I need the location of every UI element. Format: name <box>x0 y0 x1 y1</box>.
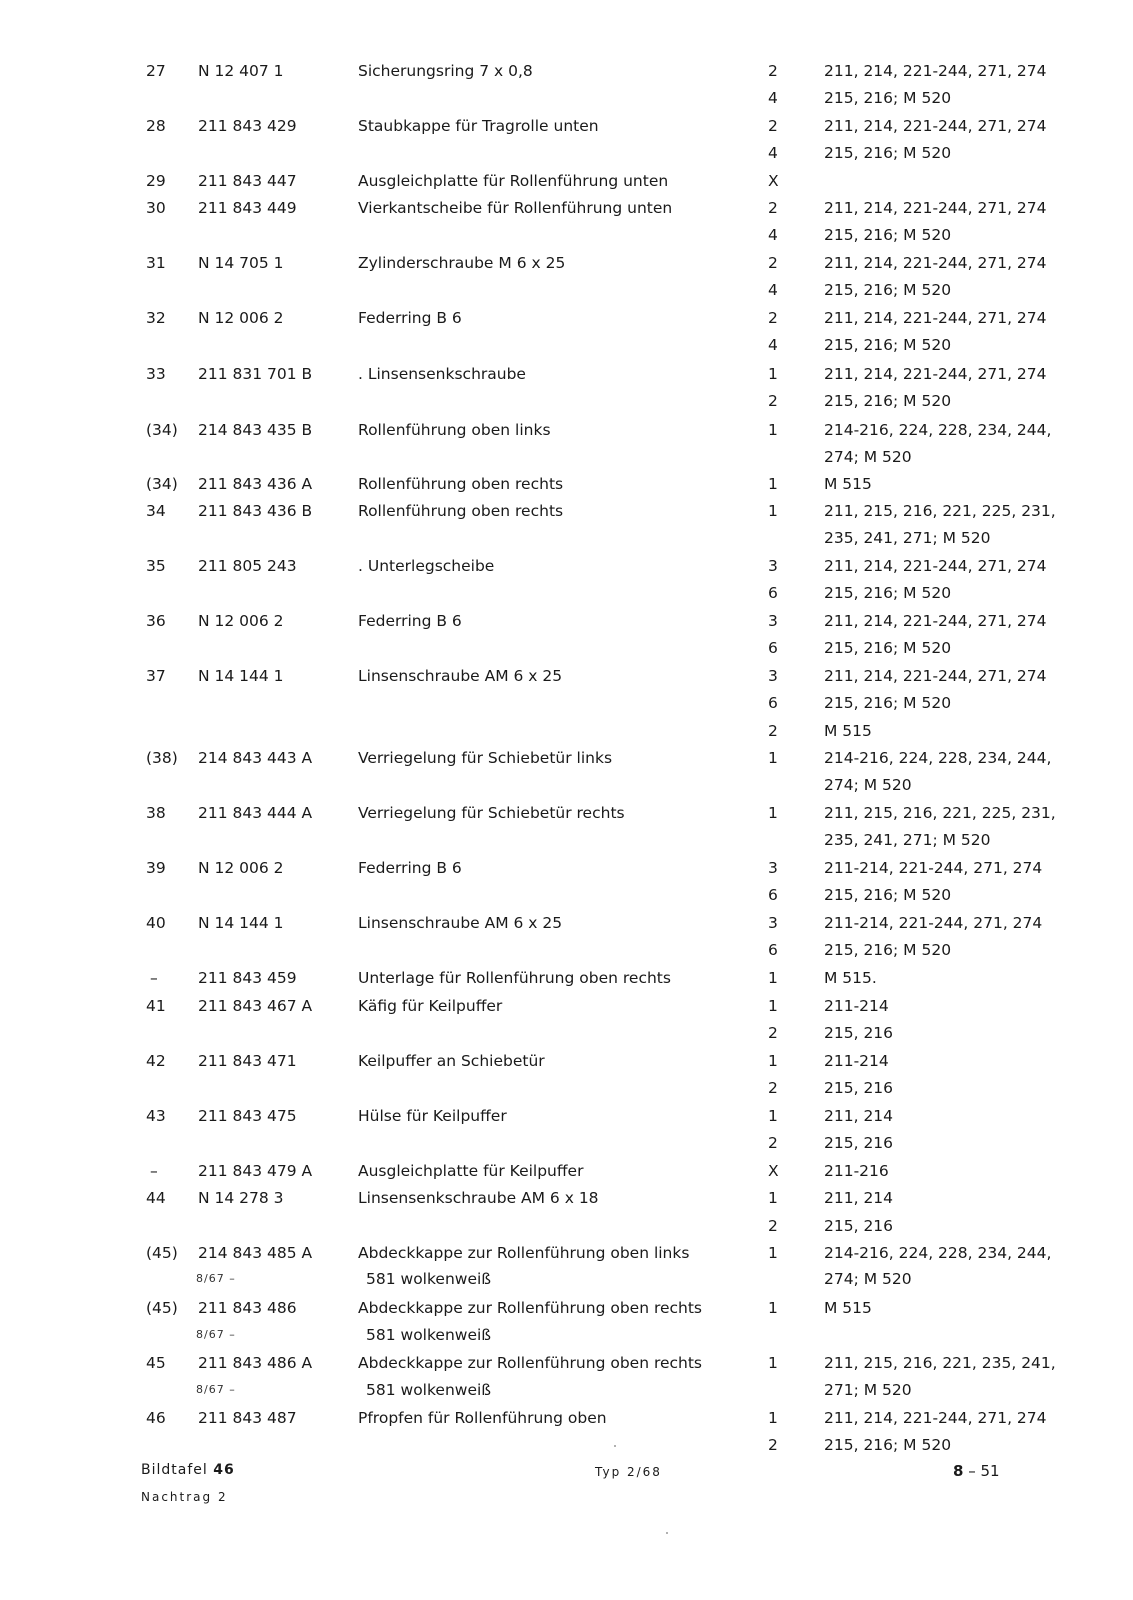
quantity: 1 <box>768 804 778 822</box>
model-applicability: 215, 216; M 520 <box>824 584 952 602</box>
table-row <box>0 1432 1133 1458</box>
table-row <box>0 1377 1133 1403</box>
position-number: 32 <box>146 309 166 327</box>
position-number: 36 <box>146 612 166 630</box>
quantity: 2 <box>768 722 778 740</box>
part-number: N 12 407 1 <box>198 62 284 80</box>
quantity: 1 <box>768 997 778 1015</box>
quantity: 3 <box>768 914 778 932</box>
model-applicability: 211-214, 221-244, 271, 274 <box>824 859 1043 877</box>
table-row <box>0 1295 1133 1321</box>
part-number: 211 843 467 A <box>198 997 313 1015</box>
model-applicability: 215, 216 <box>824 1134 894 1152</box>
part-description: Keilpuffer an Schiebetür <box>358 1052 545 1070</box>
part-number: N 12 006 2 <box>198 859 284 877</box>
position-number: (38) <box>146 749 178 767</box>
model-applicability: 211, 214, 221-244, 271, 274 <box>824 365 1047 383</box>
position-number: (34) <box>146 475 178 493</box>
model-applicability: 215, 216 <box>824 1079 894 1097</box>
table-row <box>0 1185 1133 1211</box>
part-number: 8/67 – <box>196 1383 236 1396</box>
part-number: 211 843 487 <box>198 1409 297 1427</box>
table-row <box>0 1405 1133 1431</box>
table-row <box>0 993 1133 1019</box>
quantity: 1 <box>768 749 778 767</box>
table-row <box>0 937 1133 963</box>
model-applicability: 211, 215, 216, 221, 225, 231, <box>824 502 1056 520</box>
model-applicability: 215, 216; M 520 <box>824 336 952 354</box>
quantity: 2 <box>768 117 778 135</box>
quantity: 2 <box>768 1079 778 1097</box>
part-number: 214 843 443 A <box>198 749 313 767</box>
quantity: 4 <box>768 336 778 354</box>
model-applicability: 215, 216; M 520 <box>824 694 952 712</box>
part-description: Käfig für Keilpuffer <box>358 997 503 1015</box>
table-row <box>0 1048 1133 1074</box>
part-number: 211 843 429 <box>198 117 297 135</box>
position-number: 34 <box>146 502 166 520</box>
position-number: – <box>150 969 158 987</box>
model-applicability: 215, 216; M 520 <box>824 89 952 107</box>
model-applicability: 211, 214, 221-244, 271, 274 <box>824 199 1047 217</box>
position-number: 28 <box>146 117 166 135</box>
table-row <box>0 663 1133 689</box>
position-number: (45) <box>146 1244 178 1262</box>
table-row <box>0 222 1133 248</box>
position-number: 27 <box>146 62 166 80</box>
quantity: 1 <box>768 475 778 493</box>
scan-speck <box>614 1445 616 1447</box>
table-row <box>0 718 1133 744</box>
page-num: 51 <box>980 1462 1000 1480</box>
table-row <box>0 553 1133 579</box>
quantity: 1 <box>768 1052 778 1070</box>
position-number: 39 <box>146 859 166 877</box>
model-applicability: 211, 214, 221-244, 271, 274 <box>824 557 1047 575</box>
model-applicability: 215, 216; M 520 <box>824 281 952 299</box>
position-number: (45) <box>146 1299 178 1317</box>
model-applicability: 211-214, 221-244, 271, 274 <box>824 914 1043 932</box>
part-number: 211 843 471 <box>198 1052 297 1070</box>
table-row <box>0 827 1133 853</box>
table-row <box>0 965 1133 991</box>
table-row <box>0 1158 1133 1184</box>
table-row <box>0 168 1133 194</box>
model-applicability: 211, 214, 221-244, 271, 274 <box>824 1409 1047 1427</box>
model-applicability: 215, 216; M 520 <box>824 392 952 410</box>
part-description: Rollenführung oben rechts <box>358 475 564 493</box>
table-row <box>0 1075 1133 1101</box>
table-row <box>0 85 1133 111</box>
model-applicability: M 515 <box>824 475 872 493</box>
table-row <box>0 444 1133 470</box>
quantity: 6 <box>768 584 778 602</box>
model-applicability: 211, 214, 221-244, 271, 274 <box>824 117 1047 135</box>
part-number: N 12 006 2 <box>198 612 284 630</box>
quantity: 6 <box>768 694 778 712</box>
part-description: Verriegelung für Schiebetür rechts <box>358 804 625 822</box>
table-row <box>0 58 1133 84</box>
position-number: 41 <box>146 997 166 1015</box>
quantity: 1 <box>768 1409 778 1427</box>
position-number: 40 <box>146 914 166 932</box>
quantity: 6 <box>768 941 778 959</box>
model-applicability: 211, 214 <box>824 1107 894 1125</box>
model-applicability: 211, 215, 216, 221, 235, 241, <box>824 1354 1056 1372</box>
table-row <box>0 1130 1133 1156</box>
table-row <box>0 140 1133 166</box>
position-number: 42 <box>146 1052 166 1070</box>
part-number: 211 843 479 A <box>198 1162 313 1180</box>
part-description: Ausgleichplatte für Rollenführung unten <box>358 172 669 190</box>
table-row <box>0 882 1133 908</box>
part-description: Ausgleichplatte für Keilpuffer <box>358 1162 584 1180</box>
table-row <box>0 800 1133 826</box>
position-number: 29 <box>146 172 166 190</box>
table-row <box>0 580 1133 606</box>
model-applicability: 211, 214, 221-244, 271, 274 <box>824 62 1047 80</box>
quantity: 1 <box>768 365 778 383</box>
part-number: 211 805 243 <box>198 557 297 575</box>
quantity: 1 <box>768 502 778 520</box>
quantity: 2 <box>768 62 778 80</box>
bildtafel-number: 46 <box>213 1462 235 1478</box>
quantity: 2 <box>768 1436 778 1454</box>
table-row <box>0 1350 1133 1376</box>
model-applicability: 271; M 520 <box>824 1381 912 1399</box>
quantity: 2 <box>768 199 778 217</box>
part-number: 211 843 475 <box>198 1107 297 1125</box>
table-row <box>0 471 1133 497</box>
quantity: 4 <box>768 281 778 299</box>
model-applicability: M 515 <box>824 722 872 740</box>
table-row <box>0 690 1133 716</box>
part-number: 211 843 486 <box>198 1299 297 1317</box>
part-description: Sicherungsring 7 x 0,8 <box>358 62 533 80</box>
table-row <box>0 1266 1133 1292</box>
part-description: Abdeckkappe zur Rollenführung oben rechts <box>358 1299 703 1317</box>
quantity: 2 <box>768 1024 778 1042</box>
quantity: 6 <box>768 886 778 904</box>
part-number: 211 843 449 <box>198 199 297 217</box>
table-row <box>0 361 1133 387</box>
model-applicability: 211, 214, 221-244, 271, 274 <box>824 667 1047 685</box>
model-applicability: 215, 216; M 520 <box>824 886 952 904</box>
part-description: Vierkantscheibe für Rollenführung unten <box>358 199 673 217</box>
part-description: . Unterlegscheibe <box>358 557 495 575</box>
quantity: 2 <box>768 1217 778 1235</box>
model-applicability: 215, 216 <box>824 1217 894 1235</box>
part-description: Linsensenkschraube AM 6 x 18 <box>358 1189 599 1207</box>
table-row <box>0 525 1133 551</box>
model-applicability: 211, 214, 221-244, 271, 274 <box>824 612 1047 630</box>
footer-bildtafel <box>141 1462 235 1478</box>
model-applicability: 215, 216 <box>824 1024 894 1042</box>
model-applicability: 274; M 520 <box>824 448 912 466</box>
model-applicability: M 515. <box>824 969 877 987</box>
table-row <box>0 498 1133 524</box>
table-row <box>0 250 1133 276</box>
quantity: 4 <box>768 144 778 162</box>
part-description: Abdeckkappe zur Rollenführung oben links <box>358 1244 690 1262</box>
part-description: . Linsensenkschraube <box>358 365 526 383</box>
table-row <box>0 113 1133 139</box>
scan-speck <box>666 1532 668 1534</box>
table-row <box>0 1213 1133 1239</box>
part-description: Rollenführung oben links <box>358 421 551 439</box>
position-number: 44 <box>146 1189 166 1207</box>
part-number: N 14 144 1 <box>198 914 284 932</box>
part-description: Zylinderschraube M 6 x 25 <box>358 254 566 272</box>
model-applicability: 215, 216; M 520 <box>824 226 952 244</box>
position-number: 38 <box>146 804 166 822</box>
model-applicability: 274; M 520 <box>824 1270 912 1288</box>
model-applicability: 211, 214, 221-244, 271, 274 <box>824 254 1047 272</box>
quantity: 4 <box>768 89 778 107</box>
table-row <box>0 195 1133 221</box>
quantity: 1 <box>768 421 778 439</box>
part-description: Staubkappe für Tragrolle unten <box>358 117 599 135</box>
quantity: X <box>768 172 779 190</box>
model-applicability: 215, 216; M 520 <box>824 144 952 162</box>
part-description: Rollenführung oben rechts <box>358 502 564 520</box>
model-applicability: 235, 241, 271; M 520 <box>824 529 991 547</box>
model-applicability: 211-214 <box>824 1052 889 1070</box>
page-separator: – <box>963 1462 981 1480</box>
bildtafel-label: Bildtafel <box>141 1462 208 1478</box>
table-row <box>0 417 1133 443</box>
position-number: 35 <box>146 557 166 575</box>
model-applicability: 211, 214 <box>824 1189 894 1207</box>
quantity: 1 <box>768 1354 778 1372</box>
quantity: 2 <box>768 254 778 272</box>
table-row <box>0 277 1133 303</box>
quantity: 1 <box>768 1244 778 1262</box>
part-description: 581 wolkenweiß <box>366 1270 492 1288</box>
part-description: Linsenschraube AM 6 x 25 <box>358 914 563 932</box>
part-description: Abdeckkappe zur Rollenführung oben rechts <box>358 1354 703 1372</box>
position-number: – <box>150 1162 158 1180</box>
model-applicability: 215, 216; M 520 <box>824 1436 952 1454</box>
part-number: 8/67 – <box>196 1272 236 1285</box>
part-description: Pfropfen für Rollenführung oben <box>358 1409 607 1427</box>
part-number: 214 843 435 B <box>198 421 313 439</box>
part-number: 211 843 436 A <box>198 475 313 493</box>
quantity: 1 <box>768 1189 778 1207</box>
model-applicability: 211, 214, 221-244, 271, 274 <box>824 309 1047 327</box>
model-applicability: 215, 216; M 520 <box>824 639 952 657</box>
position-number: 33 <box>146 365 166 383</box>
model-applicability: 214-216, 224, 228, 234, 244, <box>824 749 1052 767</box>
position-number: (34) <box>146 421 178 439</box>
table-row <box>0 855 1133 881</box>
position-number: 46 <box>146 1409 166 1427</box>
table-row <box>0 910 1133 936</box>
part-number: 211 843 447 <box>198 172 297 190</box>
part-description: Unterlage für Rollenführung oben rechts <box>358 969 671 987</box>
part-number: 211 843 444 A <box>198 804 313 822</box>
part-description: 581 wolkenweiß <box>366 1381 492 1399</box>
part-description: Federring B 6 <box>358 612 462 630</box>
table-row <box>0 332 1133 358</box>
model-applicability: 211, 215, 216, 221, 225, 231, <box>824 804 1056 822</box>
quantity: 1 <box>768 969 778 987</box>
model-applicability: 214-216, 224, 228, 234, 244, <box>824 1244 1052 1262</box>
model-applicability: 211-214 <box>824 997 889 1015</box>
part-number: N 14 278 3 <box>198 1189 284 1207</box>
quantity: 3 <box>768 859 778 877</box>
part-number: 211 843 486 A <box>198 1354 313 1372</box>
model-applicability: M 515 <box>824 1299 872 1317</box>
model-applicability: 214-216, 224, 228, 234, 244, <box>824 421 1052 439</box>
quantity: 2 <box>768 392 778 410</box>
part-number: 211 831 701 B <box>198 365 313 383</box>
part-number: 214 843 485 A <box>198 1244 313 1262</box>
model-applicability: 215, 216; M 520 <box>824 941 952 959</box>
part-description: 581 wolkenweiß <box>366 1326 492 1344</box>
position-number: 37 <box>146 667 166 685</box>
table-row <box>0 1240 1133 1266</box>
quantity: 1 <box>768 1107 778 1125</box>
part-description: Hülse für Keilpuffer <box>358 1107 507 1125</box>
table-row <box>0 635 1133 661</box>
model-applicability: 211-216 <box>824 1162 889 1180</box>
footer-typ: Typ 2/68 <box>595 1465 662 1479</box>
part-number: 8/67 – <box>196 1328 236 1341</box>
footer-page-number <box>953 1462 1000 1480</box>
model-applicability: 274; M 520 <box>824 776 912 794</box>
part-description: Linsenschraube AM 6 x 25 <box>358 667 563 685</box>
part-description: Federring B 6 <box>358 859 462 877</box>
quantity: 2 <box>768 1134 778 1152</box>
table-row <box>0 745 1133 771</box>
part-number: N 12 006 2 <box>198 309 284 327</box>
model-applicability: 235, 241, 271; M 520 <box>824 831 991 849</box>
table-row <box>0 772 1133 798</box>
table-row <box>0 305 1133 331</box>
quantity: 4 <box>768 226 778 244</box>
quantity: 3 <box>768 612 778 630</box>
position-number: 31 <box>146 254 166 272</box>
position-number: 45 <box>146 1354 166 1372</box>
position-number: 30 <box>146 199 166 217</box>
part-description: Verriegelung für Schiebetür links <box>358 749 613 767</box>
part-number: N 14 144 1 <box>198 667 284 685</box>
quantity: 2 <box>768 309 778 327</box>
quantity: 3 <box>768 557 778 575</box>
table-row <box>0 1322 1133 1348</box>
position-number: 43 <box>146 1107 166 1125</box>
table-row <box>0 1103 1133 1129</box>
table-row <box>0 608 1133 634</box>
part-description: Federring B 6 <box>358 309 462 327</box>
part-number: N 14 705 1 <box>198 254 284 272</box>
quantity: 6 <box>768 639 778 657</box>
quantity: X <box>768 1162 779 1180</box>
page-section: 8 <box>953 1462 964 1480</box>
quantity: 1 <box>768 1299 778 1317</box>
part-number: 211 843 459 <box>198 969 297 987</box>
table-row <box>0 1020 1133 1046</box>
footer-nachtrag: Nachtrag 2 <box>141 1490 228 1504</box>
quantity: 3 <box>768 667 778 685</box>
part-number: 211 843 436 B <box>198 502 313 520</box>
table-row <box>0 388 1133 414</box>
